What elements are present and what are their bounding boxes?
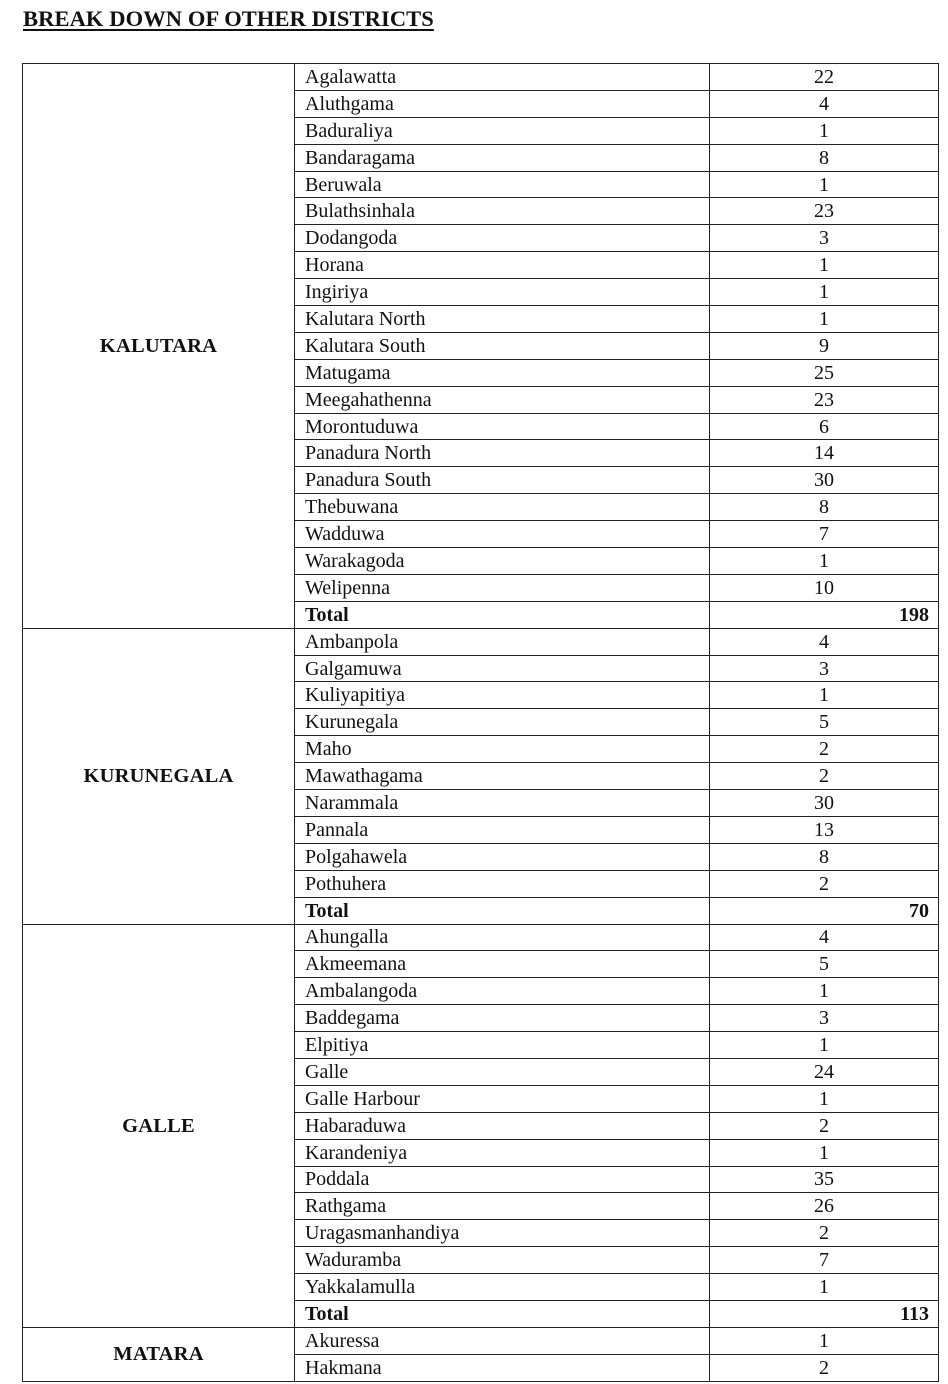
- station-name: Akmeemana: [295, 951, 710, 978]
- station-count: 2: [710, 1112, 939, 1139]
- station-count: 4: [710, 924, 939, 951]
- station-count: 8: [710, 144, 939, 171]
- total-label: Total: [295, 1300, 710, 1327]
- station-name: Thebuwana: [295, 494, 710, 521]
- station-count: 2: [710, 870, 939, 897]
- station-name: Bulathsinhala: [295, 198, 710, 225]
- station-name: Galle: [295, 1058, 710, 1085]
- station-name: Elpitiya: [295, 1032, 710, 1059]
- station-count: 1: [710, 252, 939, 279]
- station-name: Ingiriya: [295, 279, 710, 306]
- station-name: Meegahathenna: [295, 386, 710, 413]
- station-name: Ambanpola: [295, 628, 710, 655]
- page-title: BREAK DOWN OF OTHER DISTRICTS: [23, 6, 434, 31]
- station-count: 1: [710, 1139, 939, 1166]
- station-name: Pannala: [295, 816, 710, 843]
- districts-table: [22, 63, 939, 1382]
- station-name: Rathgama: [295, 1193, 710, 1220]
- station-name: Warakagoda: [295, 548, 710, 575]
- station-count: 1: [710, 978, 939, 1005]
- station-count: 1: [710, 682, 939, 709]
- station-count: 1: [710, 171, 939, 198]
- station-count: 8: [710, 494, 939, 521]
- station-name: Aluthgama: [295, 90, 710, 117]
- station-count: 1: [710, 117, 939, 144]
- station-count: 6: [710, 413, 939, 440]
- station-name: Poddala: [295, 1166, 710, 1193]
- station-name: Kalutara North: [295, 306, 710, 333]
- station-count: 8: [710, 843, 939, 870]
- station-name: Welipenna: [295, 574, 710, 601]
- station-count: 5: [710, 709, 939, 736]
- station-name: Agalawatta: [295, 64, 710, 91]
- station-name: Hakmana: [295, 1354, 710, 1381]
- station-count: 4: [710, 90, 939, 117]
- station-name: Polgahawela: [295, 843, 710, 870]
- district-name: MATARA: [23, 1327, 295, 1381]
- district-name: KURUNEGALA: [23, 628, 295, 924]
- station-count: 3: [710, 1005, 939, 1032]
- station-count: 23: [710, 198, 939, 225]
- station-count: 3: [710, 225, 939, 252]
- station-name: Mawathagama: [295, 763, 710, 790]
- station-name: Narammala: [295, 790, 710, 817]
- station-count: 14: [710, 440, 939, 467]
- station-count: 5: [710, 951, 939, 978]
- station-count: 22: [710, 64, 939, 91]
- station-name: Horana: [295, 252, 710, 279]
- total-value: 70: [710, 897, 939, 924]
- station-name: Panadura South: [295, 467, 710, 494]
- station-name: Beruwala: [295, 171, 710, 198]
- station-count: 1: [710, 306, 939, 333]
- station-count: 7: [710, 1247, 939, 1274]
- district-name: GALLE: [23, 924, 295, 1327]
- total-label: Total: [295, 601, 710, 628]
- station-name: Akuressa: [295, 1327, 710, 1354]
- station-count: 9: [710, 332, 939, 359]
- total-label: Total: [295, 897, 710, 924]
- station-name: Pothuhera: [295, 870, 710, 897]
- district-name: KALUTARA: [23, 64, 295, 629]
- station-count: 1: [710, 1085, 939, 1112]
- station-count: 1: [710, 1274, 939, 1301]
- station-count: 2: [710, 763, 939, 790]
- station-count: 2: [710, 736, 939, 763]
- station-count: 7: [710, 521, 939, 548]
- station-name: Yakkalamulla: [295, 1274, 710, 1301]
- station-name: Galgamuwa: [295, 655, 710, 682]
- station-count: 1: [710, 1032, 939, 1059]
- table-row: [23, 64, 939, 91]
- station-name: Uragasmanhandiya: [295, 1220, 710, 1247]
- station-name: Habaraduwa: [295, 1112, 710, 1139]
- station-name: Wadduwa: [295, 521, 710, 548]
- station-name: Panadura North: [295, 440, 710, 467]
- station-name: Dodangoda: [295, 225, 710, 252]
- total-value: 198: [710, 601, 939, 628]
- station-count: 4: [710, 628, 939, 655]
- table-row: [23, 1327, 939, 1354]
- station-count: 24: [710, 1058, 939, 1085]
- station-count: 10: [710, 574, 939, 601]
- station-name: Baddegama: [295, 1005, 710, 1032]
- station-name: Karandeniya: [295, 1139, 710, 1166]
- station-count: 2: [710, 1354, 939, 1381]
- station-name: Kurunegala: [295, 709, 710, 736]
- station-count: 3: [710, 655, 939, 682]
- station-count: 13: [710, 816, 939, 843]
- station-count: 30: [710, 790, 939, 817]
- station-count: 23: [710, 386, 939, 413]
- station-count: 30: [710, 467, 939, 494]
- total-value: 113: [710, 1300, 939, 1327]
- station-name: Matugama: [295, 359, 710, 386]
- station-name: Ahungalla: [295, 924, 710, 951]
- station-count: 25: [710, 359, 939, 386]
- station-name: Galle Harbour: [295, 1085, 710, 1112]
- station-count: 1: [710, 548, 939, 575]
- station-count: 2: [710, 1220, 939, 1247]
- station-count: 26: [710, 1193, 939, 1220]
- station-name: Morontuduwa: [295, 413, 710, 440]
- station-name: Kuliyapitiya: [295, 682, 710, 709]
- station-name: Baduraliya: [295, 117, 710, 144]
- station-name: Ambalangoda: [295, 978, 710, 1005]
- station-count: 1: [710, 279, 939, 306]
- table-row: [23, 628, 939, 655]
- station-name: Maho: [295, 736, 710, 763]
- station-name: Bandaragama: [295, 144, 710, 171]
- station-name: Kalutara South: [295, 332, 710, 359]
- station-count: 35: [710, 1166, 939, 1193]
- table-row: [23, 924, 939, 951]
- station-count: 1: [710, 1327, 939, 1354]
- station-name: Waduramba: [295, 1247, 710, 1274]
- districts-table-body: [23, 64, 939, 1382]
